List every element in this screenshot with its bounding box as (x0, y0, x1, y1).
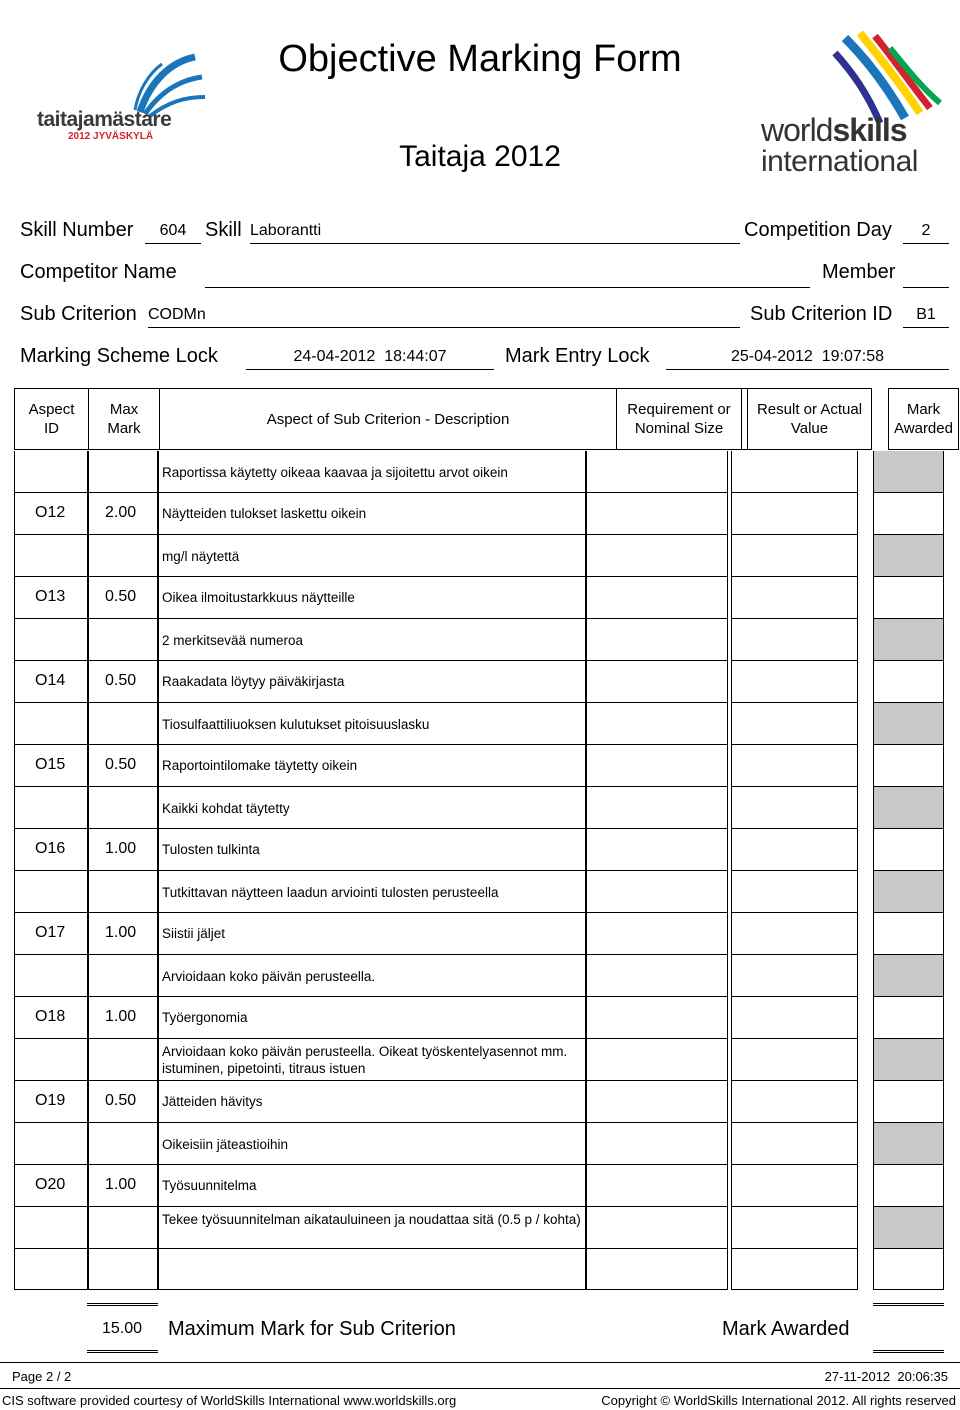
result-cell[interactable] (731, 997, 858, 1039)
aspect-id-cell (14, 787, 88, 829)
requirement-cell (586, 577, 728, 619)
aspect-note: 2 merkitsevää numeroa (162, 633, 304, 648)
aspect-description: Työsuunnitelma (162, 1178, 257, 1193)
page-number: Page 2 / 2 (12, 1369, 72, 1384)
taitaja-logo-subtext: 2012 JYVÄSKYLÄ (68, 131, 154, 142)
awarded-cell (873, 871, 944, 913)
result-cell[interactable] (731, 913, 858, 955)
taitaja-logo-text: taitajamästare (37, 108, 172, 131)
max-mark-cell (88, 1039, 158, 1081)
aspect-description: Jätteiden hävitys (162, 1094, 263, 1109)
awarded-cell (873, 619, 944, 661)
result-cell (731, 955, 858, 997)
aspect-note: Arvioidaan koko päivän perusteella. (162, 969, 376, 984)
aspect-description: Siistii jäljet (162, 926, 226, 941)
max-mark-cell (88, 871, 158, 913)
result-cell[interactable] (731, 1165, 858, 1207)
aspect-id-cell (14, 619, 88, 661)
requirement-cell (586, 955, 728, 997)
requirement-cell (586, 703, 728, 745)
header-result (747, 388, 872, 450)
max-mark-cell (88, 955, 158, 997)
awarded-cell[interactable] (873, 913, 944, 955)
max-mark-cell (88, 787, 158, 829)
requirement-cell (586, 1207, 728, 1249)
mark-entry-lock-value: 25-04-2012 19:07:58 (666, 348, 949, 370)
result-cell[interactable] (731, 1081, 858, 1123)
header-requirement (617, 388, 742, 450)
requirement-cell (586, 997, 728, 1039)
aspect-id-cell (14, 703, 88, 745)
max-mark: 0.50 (105, 756, 137, 773)
header-requirement-l2: Nominal Size (634, 420, 724, 437)
aspect-id: O17 (35, 924, 66, 941)
aspect-id-cell (14, 1123, 88, 1165)
competitor-name-field[interactable] (205, 264, 810, 288)
result-cell (731, 871, 858, 913)
mark-awarded-label: Mark Awarded (722, 1318, 850, 1340)
max-mark-cell (88, 1207, 158, 1249)
max-mark: 2.00 (105, 504, 137, 521)
aspect-id: O20 (35, 1176, 66, 1193)
aspect-note: Raportissa käytetty oikeaa kaavaa ja sijoitettu arvot oikein (162, 465, 508, 480)
awarded-cell[interactable] (873, 661, 944, 703)
aspect-id: O19 (35, 1092, 66, 1109)
awarded-cell (873, 1207, 944, 1249)
requirement-cell (586, 451, 728, 493)
requirement-cell (586, 1123, 728, 1165)
aspect-note: mg/l näytettä (162, 549, 240, 564)
requirement-cell (586, 1081, 728, 1123)
footer-credit: CIS software provided courtesy of WorldSkills International www.worldskills.org (2, 1393, 457, 1408)
aspect-description: Raportointilomake täytetty oikein (162, 758, 358, 773)
requirement-cell (586, 535, 728, 577)
requirement-cell (586, 1165, 728, 1207)
awarded-cell[interactable] (873, 493, 944, 535)
awarded-cell[interactable] (873, 577, 944, 619)
worldskills-logo-subtext: international (761, 145, 918, 178)
max-mark: 0.50 (105, 1092, 137, 1109)
awarded-cell (873, 451, 944, 493)
result-cell[interactable] (731, 661, 858, 703)
result-cell[interactable] (731, 577, 858, 619)
competition-day-value: 2 (903, 222, 949, 244)
header-max-mark-l1: Max (109, 401, 139, 418)
result-cell (731, 1123, 858, 1165)
awarded-cell (873, 535, 944, 577)
result-cell (731, 787, 858, 829)
aspect-note: Arvioidaan koko päivän perusteella. Oikeat työskentelyasennot mm. istuminen, pipetointi, titraus istuen (162, 1044, 568, 1076)
requirement-cell (586, 619, 728, 661)
aspect-id-cell (14, 1207, 88, 1249)
max-mark: 1.00 (105, 1176, 137, 1193)
header-awarded-l2: Awarded (894, 420, 953, 437)
footer-timestamp: 27-11-2012 20:06:35 (824, 1369, 948, 1384)
worldskills-logo-world: world (761, 112, 833, 148)
header-awarded (888, 388, 959, 450)
aspect-id-cell (14, 451, 88, 493)
awarded-cell (873, 955, 944, 997)
max-mark: 1.00 (105, 924, 137, 941)
sub-criterion-id-label: Sub Criterion ID (750, 303, 893, 325)
max-total-value: 15.00 (102, 1320, 143, 1337)
empty-awd-cell (873, 1249, 944, 1290)
result-cell[interactable] (731, 493, 858, 535)
max-mark: 1.00 (105, 840, 137, 857)
requirement-cell (586, 661, 728, 703)
aspect-description: Raakadata löytyy päiväkirjasta (162, 674, 345, 689)
header-aspect-id-l2: ID (44, 420, 59, 437)
mark-awarded-box[interactable] (873, 1303, 944, 1353)
empty-res-cell (731, 1249, 858, 1290)
requirement-cell (586, 829, 728, 871)
aspect-id-cell (14, 955, 88, 997)
awarded-cell[interactable] (873, 1081, 944, 1123)
empty-mark-cell (88, 1249, 158, 1290)
aspect-description: Tulosten tulkinta (162, 842, 260, 857)
mark-entry-lock-label: Mark Entry Lock (505, 345, 650, 367)
header-description: Aspect of Sub Criterion - Description (159, 388, 617, 450)
requirement-cell (586, 787, 728, 829)
marking-table (14, 388, 959, 450)
aspect-id: O18 (35, 1008, 66, 1025)
result-cell (731, 619, 858, 661)
header-aspect-id-l1: Aspect (28, 401, 75, 418)
header-gap2 (872, 388, 888, 450)
max-mark-cell (88, 451, 158, 493)
requirement-cell (586, 1039, 728, 1081)
requirement-cell (586, 913, 728, 955)
footer-rule (0, 1362, 960, 1363)
aspect-id: O14 (35, 672, 66, 689)
marking-scheme-lock-label: Marking Scheme Lock (20, 345, 218, 367)
result-cell (731, 1207, 858, 1249)
aspect-note: Tekee työsuunnitelman aikatauluineen ja noudattaa sitä (0.5 p / kohta) (162, 1212, 581, 1227)
aspect-id: O16 (35, 840, 66, 857)
awarded-cell (873, 1123, 944, 1165)
result-cell (731, 703, 858, 745)
aspect-id: O12 (35, 504, 66, 521)
awarded-cell (873, 703, 944, 745)
result-cell (731, 451, 858, 493)
footer-copyright: Copyright © WorldSkills International 2012. All rights reserved (601, 1393, 956, 1408)
member-field[interactable] (903, 264, 949, 288)
max-mark: 0.50 (105, 588, 137, 605)
aspect-note: Tiosulfaattiliuoksen kulutukset pitoisuuslasku (162, 717, 430, 732)
requirement-cell (586, 871, 728, 913)
result-cell (731, 535, 858, 577)
max-mark-cell (88, 703, 158, 745)
empty-id-cell (14, 1249, 88, 1290)
awarded-cell (873, 787, 944, 829)
sub-criterion-id-value: B1 (903, 306, 949, 328)
requirement-cell (586, 745, 728, 787)
max-mark-cell (88, 535, 158, 577)
awarded-cell[interactable] (873, 997, 944, 1039)
header-max-mark-l2: Mark (107, 420, 141, 437)
competition-day-label: Competition Day (744, 219, 892, 241)
max-mark: 1.00 (105, 1008, 137, 1025)
header-max-mark (88, 388, 159, 450)
empty-req-cell (586, 1249, 728, 1290)
awarded-cell[interactable] (873, 745, 944, 787)
awarded-cell[interactable] (873, 1165, 944, 1207)
aspect-id-cell (14, 871, 88, 913)
result-cell[interactable] (731, 745, 858, 787)
awarded-cell (873, 1039, 944, 1081)
max-mark-cell (88, 1123, 158, 1165)
aspect-note: Kaikki kohdat täytetty (162, 801, 290, 816)
aspect-description: Näytteiden tulokset laskettu oikein (162, 506, 367, 521)
header-requirement-l1: Requirement or (627, 401, 731, 418)
header-result-l1: Result or Actual (756, 401, 863, 418)
header-result-l2: Value (790, 420, 829, 437)
result-cell[interactable] (731, 829, 858, 871)
max-mark-cell (88, 619, 158, 661)
sub-criterion-label: Sub Criterion (20, 303, 137, 325)
sub-criterion-value: CODMn (148, 306, 740, 328)
result-cell (731, 1039, 858, 1081)
skill-value: Laborantti (250, 222, 740, 244)
skill-number-value: 604 (145, 222, 201, 244)
header-aspect-id (14, 388, 88, 450)
aspect-note: Oikeisiin jäteastioihin (162, 1137, 289, 1152)
competitor-name-label: Competitor Name (20, 261, 177, 283)
aspect-note: Tutkittavan näytteen laadun arviointi tulosten perusteella (162, 885, 499, 900)
requirement-cell (586, 493, 728, 535)
marking-scheme-lock-value: 24-04-2012 18:44:07 (246, 348, 494, 370)
aspect-description: Työergonomia (162, 1010, 248, 1025)
skill-label: Skill (205, 219, 242, 241)
aspect-id-cell (14, 535, 88, 577)
aspect-id-cell (14, 1039, 88, 1081)
event-title: Taitaja 2012 (399, 140, 561, 173)
aspect-description: Oikea ilmoitustarkkuus näytteille (162, 590, 355, 605)
max-total-label: Maximum Mark for Sub Criterion (168, 1318, 456, 1340)
member-label: Member (822, 261, 896, 283)
aspect-id: O13 (35, 588, 66, 605)
worldskills-logo-skills: skills (832, 112, 907, 148)
awarded-cell[interactable] (873, 829, 944, 871)
empty-desc-cell (158, 1249, 586, 1290)
page-title: Objective Marking Form (278, 38, 682, 80)
skill-number-label: Skill Number (20, 219, 134, 241)
aspect-id: O15 (35, 756, 66, 773)
header-awarded-l1: Mark (906, 401, 941, 418)
max-mark: 0.50 (105, 672, 137, 689)
footer-rule2 (0, 1388, 960, 1389)
